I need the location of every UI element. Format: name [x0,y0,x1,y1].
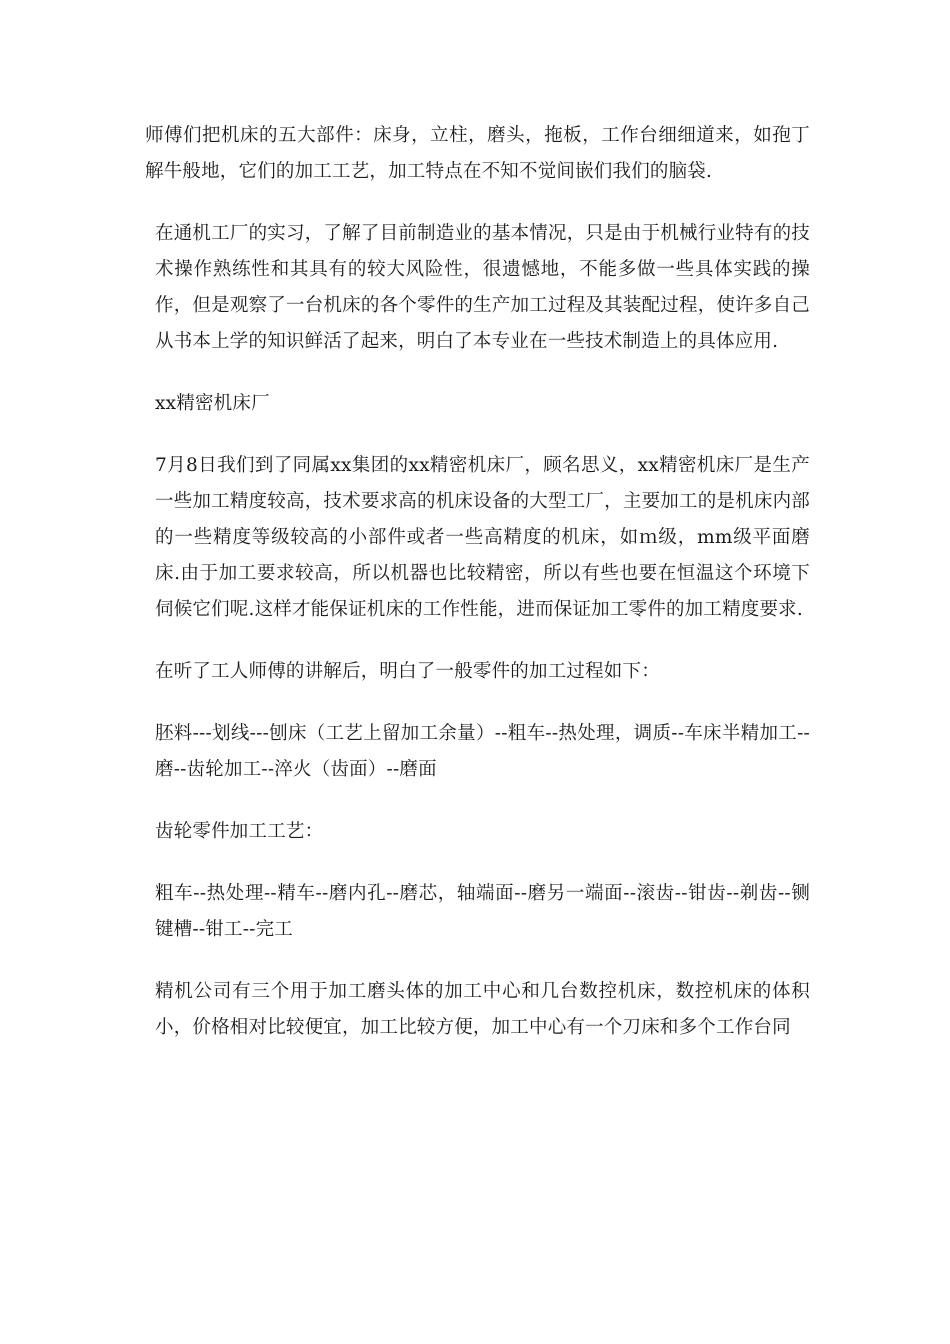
paragraph-gear-process: 粗车--热处理--精车--磨内孔--磨芯，轴端面--磨另一端面--滚齿--钳齿--剃齿--铡键槽--钳工--完工 [155,883,810,940]
paragraph-machine-parts: 师傅们把机床的五大部件：床身，立柱，磨头，拖板，工作台细细道来，如孢丁解牛般地，它们的加工工艺，加工特点在不知不觉间嵌们我们的脑袋. [145,125,810,182]
paragraph-machining-center: 精机公司有三个用于加工磨头体的加工中心和几台数控机床，数控机床的体积小，价格相对比较便宜，加工比较方便，加工中心有一个刀床和多个工作台同 [155,981,810,1038]
paragraph-factory-visit: 7月8日我们到了同属xx集团的xx精密机床厂，顾名思义，xx精密机床厂是生产一些加工精度较高，技术要求高的机床设备的大型工厂，主要加工的是机床内部的一些精度等级较高的小部件或者一些高精度的机床，如ｍ级，mm级平面磨床.由于加工要求较高，所以机器也比较精密，所以有些也要在恒温这个环境下伺候它们呢.这样才能保证机床的工作性能，进而保证加工零件的加工精度要求. [155,455,810,620]
document-page [145,118,810,1072]
paragraph-general-process: 胚料---划线---刨床（工艺上留加工余量）--粗车--热处理，调质--车床半精加工--磨--齿轮加工--淬火（齿面）--磨面 [155,723,810,780]
paragraph-gear-heading: 齿轮零件加工工艺： [155,821,324,842]
section-heading-factory: xx精密机床厂 [155,393,270,414]
paragraph-internship-summary: 在通机工厂的实习，了解了目前制造业的基本情况，只是由于机械行业特有的技术操作熟练性和其具有的较大风险性，很遗憾地，不能多做一些具体实践的操作，但是观察了一台机床的各个零件的生产加工过程及其装配过程，使许多自己从书本上学的知识鲜活了起来，明白了本专业在一些技术制造上的具体应用. [155,223,810,352]
paragraph-process-intro: 在听了工人师傅的讲解后，明白了一般零件的加工过程如下： [155,661,660,682]
